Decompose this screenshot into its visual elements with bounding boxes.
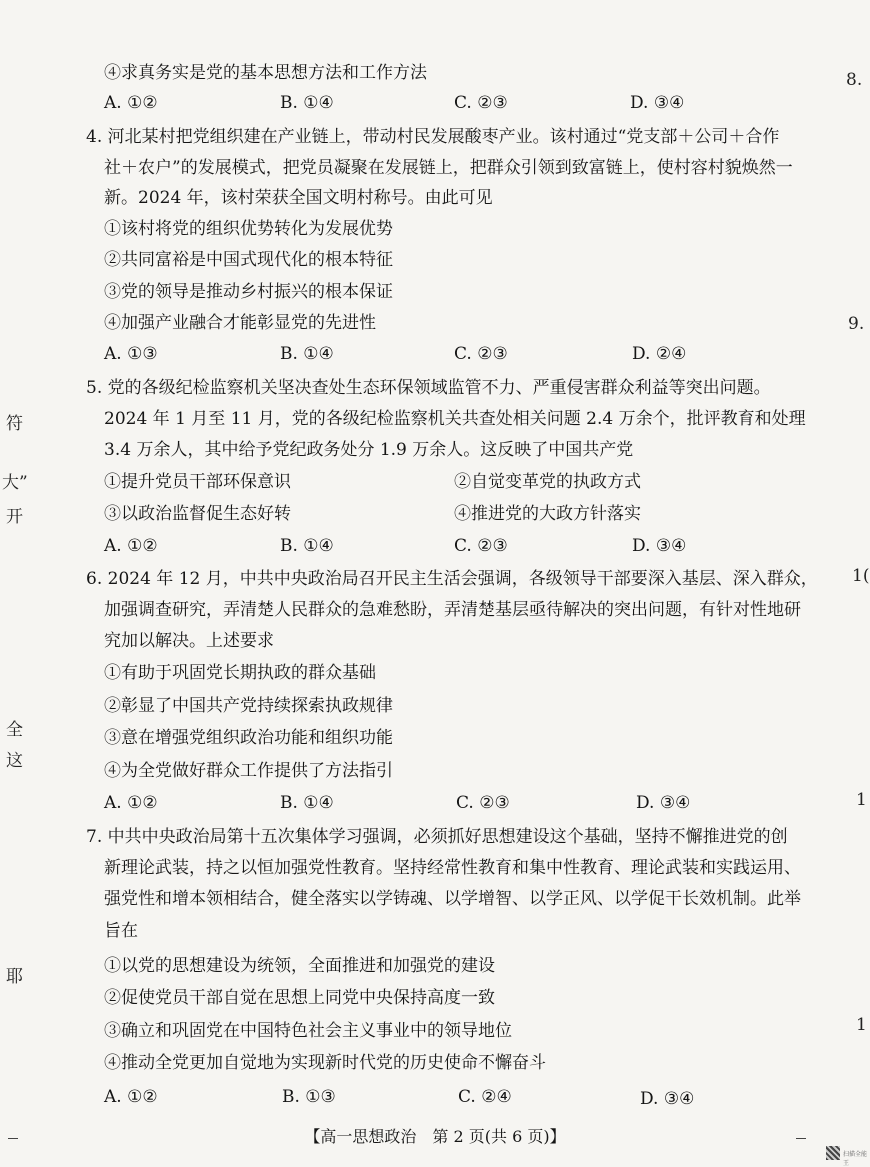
scanner-watermark: 扫描全能王 xyxy=(843,1151,868,1167)
q3-option-a: A. ①② xyxy=(104,93,158,113)
q4-option-d: D. ②④ xyxy=(632,344,687,364)
left-margin-char-3: 开 xyxy=(6,507,23,527)
q5-option-b: B. ①④ xyxy=(280,536,334,556)
q5-item-1: ①提升党员干部环保意识 xyxy=(104,472,291,492)
q7-stem-line-1: 7. 中共中央政治局第十五次集体学习强调，必须抓好思想建设这个基础，坚持不懈推进党的创 xyxy=(86,827,788,847)
q3-item-4: ④求真务实是党的基本思想方法和工作方法 xyxy=(104,63,427,83)
q5-stem-line-1: 5. 党的各级纪检监察机关坚决查处生态环保领域监管不力、严重侵害群众利益等突出问题。 xyxy=(86,378,771,398)
q5-option-a: A. ①② xyxy=(104,536,158,556)
q6-stem-line-1: 6. 2024 年 12 月，中共中央政治局召开民主生活会强调，各级领导干部要深入基层、深入群众， xyxy=(86,569,818,589)
q4-item-4: ④加强产业融合才能彰显党的先进性 xyxy=(104,313,376,333)
left-margin-char-2: 大” xyxy=(2,473,28,493)
q6-item-1: ①有助于巩固党长期执政的群众基础 xyxy=(104,663,376,683)
q4-stem-line-3: 新。2024 年，该村荣获全国文明村称号。由此可见 xyxy=(104,188,493,208)
q7-stem-line-2: 新理论武装，持之以恒加强党性教育。坚持经常性教育和集中性教育、理论武装和实践运用、 xyxy=(104,858,801,878)
left-margin-char-5: 这 xyxy=(6,751,23,771)
q4-option-b: B. ①④ xyxy=(280,344,334,364)
right-footer-tick xyxy=(796,1138,806,1139)
left-margin-char-1: 符 xyxy=(6,414,23,434)
left-margin-char-4: 全 xyxy=(6,720,23,740)
q5-item-2: ②自觉变革党的执政方式 xyxy=(454,472,641,492)
q5-stem-line-2: 2024 年 1 月至 11 月，党的各级纪检监察机关共查处相关问题 2.4 万余个，批评教育和处理 xyxy=(104,409,806,429)
q6-item-2: ②彰显了中国共产党持续探索执政规律 xyxy=(104,696,393,716)
q4-option-a: A. ①③ xyxy=(104,344,158,364)
q5-stem-line-3: 3.4 万余人，其中给予党纪政务处分 1.9 万余人。这反映了中国共产党 xyxy=(104,440,634,460)
q7-item-2: ②促使党员干部自觉在思想上同党中央保持高度一致 xyxy=(104,988,495,1008)
q6-option-a: A. ①② xyxy=(104,793,158,813)
page-footer: 【高一思想政治 第 2 页(共 6 页)】 xyxy=(304,1127,566,1146)
q3-option-d: D. ③④ xyxy=(630,93,685,113)
q7-option-c: C. ②④ xyxy=(458,1087,512,1107)
q6-item-4: ④为全党做好群众工作提供了方法指引 xyxy=(104,761,393,781)
q4-option-c: C. ②③ xyxy=(454,344,508,364)
q7-item-3: ③确立和巩固党在中国特色社会主义事业中的领导地位 xyxy=(104,1021,512,1041)
q4-item-1: ①该村将党的组织优势转化为发展优势 xyxy=(104,219,393,239)
right-margin-num-9: 9. xyxy=(848,314,865,334)
q5-option-c: C. ②③ xyxy=(454,536,508,556)
q4-stem-line-2: 社＋农户”的发展模式，把党员凝聚在发展链上，把群众引领到致富链上，使村容村貌焕然一 xyxy=(104,158,793,178)
right-margin-num-12: 1 xyxy=(856,1015,867,1035)
q5-item-3: ③以政治监督促生态好转 xyxy=(104,504,291,524)
q6-stem-line-3: 究加以解决。上述要求 xyxy=(104,631,274,651)
q3-option-b: B. ①④ xyxy=(280,93,334,113)
right-margin-num-8: 8. xyxy=(846,70,863,90)
q5-item-4: ④推进党的大政方针落实 xyxy=(454,504,641,524)
q6-option-b: B. ①④ xyxy=(280,793,334,813)
q7-option-a: A. ①② xyxy=(104,1087,158,1107)
right-margin-num-11: 1 xyxy=(856,790,867,810)
q4-item-3: ③党的领导是推动乡村振兴的根本保证 xyxy=(104,282,393,302)
qr-code-icon xyxy=(826,1146,840,1160)
q7-stem-line-4: 旨在 xyxy=(104,921,138,941)
q6-stem-line-2: 加强调查研究，弄清楚人民群众的急难愁盼，弄清楚基层亟待解决的突出问题，有针对性地研 xyxy=(104,600,801,620)
q7-item-1: ①以党的思想建设为统领，全面推进和加强党的建设 xyxy=(104,956,495,976)
q7-item-4: ④推动全党更加自觉地为实现新时代党的历史使命不懈奋斗 xyxy=(104,1053,546,1073)
q5-option-d: D. ③④ xyxy=(632,536,687,556)
q7-option-b: B. ①③ xyxy=(282,1087,336,1107)
q7-option-d: D. ③④ xyxy=(640,1089,695,1109)
right-margin-num-10: 1( xyxy=(852,566,870,586)
q4-item-2: ②共同富裕是中国式现代化的根本特征 xyxy=(104,250,393,270)
left-margin-char-6: 耶 xyxy=(6,967,23,987)
q7-stem-line-3: 强党性和增本领相结合，健全落实以学铸魂、以学增智、以学正风、以学促干长效机制。此举 xyxy=(104,889,801,909)
q4-stem-line-1: 4. 河北某村把党组织建在产业链上，带动村民发展酸枣产业。该村通过“党支部＋公司＋合作 xyxy=(86,127,780,147)
q3-option-c: C. ②③ xyxy=(454,93,508,113)
q6-option-c: C. ②③ xyxy=(456,793,510,813)
q6-item-3: ③意在增强党组织政治功能和组织功能 xyxy=(104,728,393,748)
q6-option-d: D. ③④ xyxy=(636,793,691,813)
